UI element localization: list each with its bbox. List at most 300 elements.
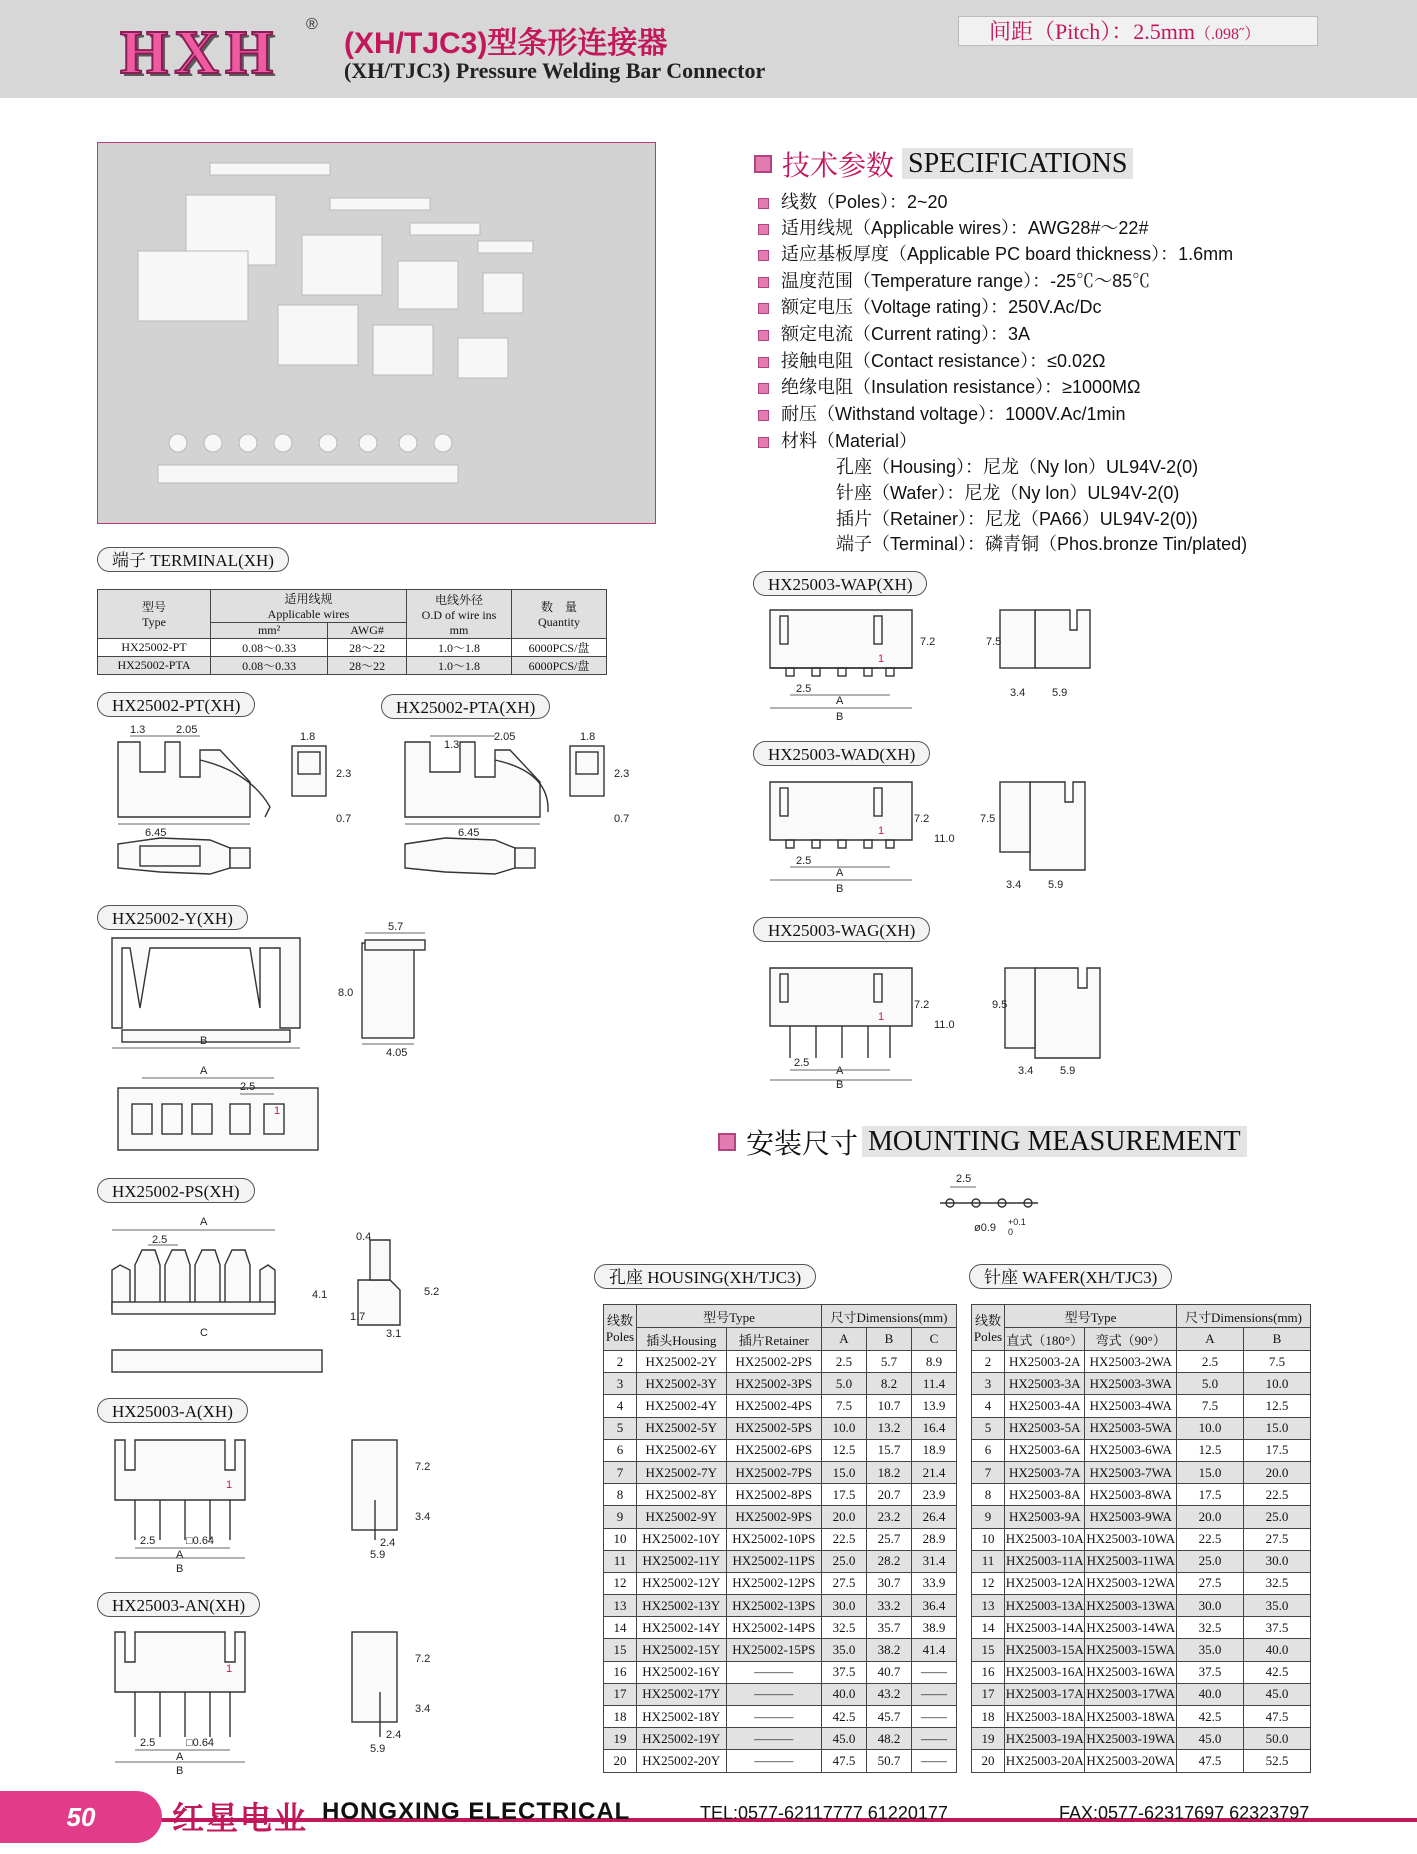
dim-label: C bbox=[200, 1327, 208, 1339]
table-cell: HX25002-20Y bbox=[637, 1750, 727, 1772]
table-cell: 50.7 bbox=[867, 1750, 912, 1772]
table-row bbox=[972, 1528, 1311, 1550]
page-title-en: (XH/TJC3) Pressure Welding Bar Connector bbox=[344, 58, 766, 83]
table-cell: HX25002-8Y bbox=[637, 1484, 727, 1506]
table-cell: 2 bbox=[972, 1351, 1005, 1373]
table-cell: 25.0 bbox=[1244, 1506, 1311, 1528]
table-cell: 15 bbox=[972, 1639, 1005, 1661]
table-cell: HX25003-7WA bbox=[1085, 1461, 1177, 1483]
table-cell: 18.2 bbox=[867, 1461, 912, 1483]
table-header: 型号Type bbox=[1005, 1305, 1177, 1328]
dim-label: 11.0 bbox=[934, 1019, 955, 1031]
ps-drawing bbox=[100, 1210, 470, 1380]
connectors-illustration bbox=[98, 143, 655, 523]
dim-label: B bbox=[176, 1563, 184, 1575]
dim-label: A bbox=[836, 867, 844, 879]
material-item: 插片（Retainer）：尼龙（PA66）UL94V-2(0)) bbox=[836, 509, 1198, 529]
table-cell: 10.0 bbox=[1177, 1417, 1244, 1439]
table-cell: 5.0 bbox=[1177, 1373, 1244, 1395]
table-cell: 15 bbox=[604, 1639, 637, 1661]
spec-item: 额定电压（Voltage rating）：250V.Ac/Dc bbox=[758, 293, 1101, 319]
table-cell: HX25002-3PS bbox=[726, 1373, 821, 1395]
dim-label: 2.5 bbox=[140, 1737, 156, 1749]
dim-label: 0.7 bbox=[336, 813, 352, 825]
table-row bbox=[972, 1639, 1311, 1661]
table-cell: HX25002-10PS bbox=[726, 1528, 821, 1550]
wad-label: HX25003-WAD(XH) bbox=[753, 741, 930, 766]
table-row bbox=[972, 1706, 1311, 1728]
table-header: 弯式（90°） bbox=[1085, 1328, 1177, 1351]
dim-label: ø0.9 bbox=[974, 1222, 997, 1234]
table-row bbox=[972, 1506, 1311, 1528]
dim-label: 4.05 bbox=[386, 1047, 408, 1059]
table-cell: 18.9 bbox=[912, 1439, 957, 1461]
registered-mark: ® bbox=[306, 16, 318, 33]
table-cell: HX25003-17WA bbox=[1085, 1683, 1177, 1705]
dim-label: A bbox=[176, 1751, 184, 1763]
table-cell: 37.5 bbox=[1177, 1661, 1244, 1683]
table-row bbox=[604, 1506, 957, 1528]
table-cell: 5 bbox=[604, 1417, 637, 1439]
table-cell: HX25003-16A bbox=[1005, 1661, 1085, 1683]
table-header: 尺寸Dimensions(mm) bbox=[1177, 1305, 1311, 1328]
footer-tel: TEL:0577-62117777 61220177 bbox=[700, 1803, 948, 1823]
dim-label: 5.9 bbox=[1060, 1065, 1076, 1077]
table-row bbox=[604, 1395, 957, 1417]
table-cell: 10 bbox=[972, 1528, 1005, 1550]
footer-brand-cn: 红星电业 bbox=[172, 1800, 309, 1836]
table-row bbox=[972, 1484, 1311, 1506]
dim-label: 7.2 bbox=[415, 1461, 430, 1473]
table-cell: 40.0 bbox=[822, 1683, 867, 1705]
table-cell: 20.0 bbox=[1177, 1506, 1244, 1528]
dim-label: 5.9 bbox=[370, 1549, 386, 1561]
table-row bbox=[972, 1683, 1311, 1705]
bullet-icon bbox=[758, 330, 769, 341]
table-row bbox=[604, 1351, 957, 1373]
table-cell: 31.4 bbox=[912, 1550, 957, 1572]
table-cell: HX25003-10WA bbox=[1085, 1528, 1177, 1550]
pt-label: HX25002-PT(XH) bbox=[97, 692, 255, 717]
table-cell: 17.5 bbox=[1244, 1439, 1311, 1461]
dim-label: 2.5 bbox=[240, 1081, 256, 1093]
table-row bbox=[972, 1661, 1311, 1683]
table-row bbox=[604, 1550, 957, 1572]
table-cell: HX25003-4WA bbox=[1085, 1395, 1177, 1417]
dim-label: 1.7 bbox=[350, 1311, 366, 1323]
table-cell: —— bbox=[912, 1728, 957, 1750]
table-header: C bbox=[912, 1328, 957, 1351]
table-cell: HX25002-2Y bbox=[637, 1351, 727, 1373]
table-cell: 13.2 bbox=[867, 1417, 912, 1439]
pin-one-label: 1 bbox=[226, 1479, 233, 1491]
table-cell: 38.2 bbox=[867, 1639, 912, 1661]
table-cell: HX25002-10Y bbox=[637, 1528, 727, 1550]
table-cell: 23.2 bbox=[867, 1506, 912, 1528]
y-label: HX25002-Y(XH) bbox=[97, 905, 248, 930]
table-cell: HX25003-20A bbox=[1005, 1750, 1085, 1772]
table-cell: 7.5 bbox=[1177, 1395, 1244, 1417]
table-cell: 41.4 bbox=[912, 1639, 957, 1661]
table-cell: HX25003-15WA bbox=[1085, 1639, 1177, 1661]
table-cell: 10.7 bbox=[867, 1395, 912, 1417]
table-cell: 6 bbox=[972, 1439, 1005, 1461]
mounting-drawing bbox=[930, 1165, 1070, 1245]
table-cell: HX25003-7A bbox=[1005, 1461, 1085, 1483]
table-cell: HX25002-12Y bbox=[637, 1572, 727, 1594]
table-row bbox=[972, 1617, 1311, 1639]
table-cell: HX25003-16WA bbox=[1085, 1661, 1177, 1683]
table-row bbox=[972, 1550, 1311, 1572]
table-cell: HX25003-14WA bbox=[1085, 1617, 1177, 1639]
table-cell: HX25003-2A bbox=[1005, 1351, 1085, 1373]
dim-label: 2.05 bbox=[494, 731, 516, 743]
dim-label: 7.2 bbox=[920, 636, 936, 648]
pitch-badge bbox=[958, 16, 1318, 46]
table-row bbox=[604, 1528, 957, 1550]
table-cell: HX25002-8PS bbox=[726, 1484, 821, 1506]
table-cell: 50.0 bbox=[1244, 1728, 1311, 1750]
material-item: 针座（Wafer）：尼龙（Ny lon）UL94V-2(0) bbox=[836, 483, 1180, 503]
table-cell: 45.0 bbox=[822, 1728, 867, 1750]
table-cell: HX25003-15A bbox=[1005, 1639, 1085, 1661]
table-cell: HX25003-3A bbox=[1005, 1373, 1085, 1395]
dim-label: 1.3 bbox=[444, 739, 460, 751]
table-row bbox=[604, 1750, 957, 1772]
table-cell: HX25003-8A bbox=[1005, 1484, 1085, 1506]
spec-item: 线数（Poles）：2~20 bbox=[758, 188, 948, 214]
table-cell: HX25003-14A bbox=[1005, 1617, 1085, 1639]
table-cell: HX25002-9Y bbox=[637, 1506, 727, 1528]
table-cell: 22.5 bbox=[1177, 1528, 1244, 1550]
table-header: 型号Type bbox=[637, 1305, 822, 1328]
table-row: HX25002-PTA 0.08～0.33 28～22 1.0～1.8 6000PCS/盘 bbox=[98, 657, 607, 675]
mounting-title-cn: 安装尺寸 bbox=[746, 1128, 859, 1159]
bullet-square-icon bbox=[718, 1133, 736, 1151]
table-cell: HX25003-17A bbox=[1005, 1683, 1085, 1705]
table-cell: 30.0 bbox=[822, 1595, 867, 1617]
product-photo bbox=[97, 142, 656, 524]
table-row bbox=[604, 1595, 957, 1617]
table-cell: 16.4 bbox=[912, 1417, 957, 1439]
table-cell: HX25003-12WA bbox=[1085, 1572, 1177, 1594]
dim-label: 9.5 bbox=[992, 999, 1008, 1011]
dim-label: A bbox=[200, 1065, 208, 1077]
table-cell: —— bbox=[912, 1683, 957, 1705]
table-cell: 30.7 bbox=[867, 1572, 912, 1594]
table-cell: 5.0 bbox=[822, 1373, 867, 1395]
bullet-icon bbox=[758, 250, 769, 261]
footer-fax: FAX:0577-62317697 62323797 bbox=[1059, 1803, 1310, 1823]
table-cell: HX25003-9A bbox=[1005, 1506, 1085, 1528]
table-cell: HX25002-4PS bbox=[726, 1395, 821, 1417]
table-cell: 16 bbox=[604, 1661, 637, 1683]
table-cell: HX25003-8WA bbox=[1085, 1484, 1177, 1506]
dim-label: 7.2 bbox=[914, 813, 930, 825]
table-cell: ——— bbox=[726, 1661, 821, 1683]
table-cell: HX25003-6WA bbox=[1085, 1439, 1177, 1461]
table-cell: —— bbox=[912, 1750, 957, 1772]
table-row bbox=[604, 1617, 957, 1639]
table-cell: 15.7 bbox=[867, 1439, 912, 1461]
bullet-icon bbox=[758, 303, 769, 314]
dim-label: 2.3 bbox=[614, 768, 630, 780]
table-cell: HX25003-18WA bbox=[1085, 1706, 1177, 1728]
table-cell: 19 bbox=[972, 1728, 1005, 1750]
dim-label: 6.45 bbox=[145, 827, 167, 839]
pitch-value: 2.5mm bbox=[1133, 19, 1195, 44]
table-cell: 23.9 bbox=[912, 1484, 957, 1506]
table-cell: 21.4 bbox=[912, 1461, 957, 1483]
table-cell: 22.5 bbox=[1244, 1484, 1311, 1506]
table-cell: 40.0 bbox=[1177, 1683, 1244, 1705]
table-cell: 13 bbox=[604, 1595, 637, 1617]
brand-logo: HXH bbox=[120, 19, 280, 87]
dim-label: 0.4 bbox=[356, 1231, 372, 1243]
dim-label: 6.45 bbox=[458, 827, 480, 839]
table-cell: HX25003-20WA bbox=[1085, 1750, 1177, 1772]
table-header: B bbox=[867, 1328, 912, 1351]
table-cell: 8 bbox=[972, 1484, 1005, 1506]
table-cell: 18 bbox=[972, 1706, 1005, 1728]
spec-item: 接触电阻（Contact resistance）：≤0.02Ω bbox=[758, 347, 1105, 373]
table-cell: HX25003-3WA bbox=[1085, 1373, 1177, 1395]
table-cell: 13 bbox=[972, 1595, 1005, 1617]
table-row bbox=[604, 1572, 957, 1594]
table-cell: HX25002-6PS bbox=[726, 1439, 821, 1461]
a-drawing bbox=[100, 1430, 430, 1580]
table-cell: 10 bbox=[604, 1528, 637, 1550]
pin-one-label: 1 bbox=[878, 653, 885, 665]
wap-label: HX25003-WAP(XH) bbox=[753, 571, 927, 596]
table-row bbox=[972, 1728, 1311, 1750]
table-cell: 13.9 bbox=[912, 1395, 957, 1417]
dim-label: 4.1 bbox=[312, 1289, 328, 1301]
bullet-icon bbox=[758, 357, 769, 368]
dim-label: B bbox=[176, 1765, 184, 1777]
dim-label: 7.2 bbox=[415, 1653, 430, 1665]
table-cell: HX25002-6Y bbox=[637, 1439, 727, 1461]
an-label: HX25003-AN(XH) bbox=[97, 1592, 260, 1617]
table-cell: 45.0 bbox=[1177, 1728, 1244, 1750]
table-cell: HX25002-9PS bbox=[726, 1506, 821, 1528]
bullet-icon bbox=[758, 437, 769, 448]
table-cell: HX25003-12A bbox=[1005, 1572, 1085, 1594]
table-cell: 42.5 bbox=[1177, 1706, 1244, 1728]
table-row bbox=[604, 1661, 957, 1683]
table-cell: 18 bbox=[604, 1706, 637, 1728]
mounting-title-en: MOUNTING MEASUREMENT bbox=[862, 1126, 1247, 1157]
dim-label: 2.5 bbox=[796, 683, 812, 695]
table-cell: 6 bbox=[604, 1439, 637, 1461]
table-cell: 9 bbox=[604, 1506, 637, 1528]
dim-label: B bbox=[200, 1035, 208, 1047]
table-cell: 7 bbox=[604, 1461, 637, 1483]
table-cell: HX25002-17Y bbox=[637, 1683, 727, 1705]
table-cell: 20 bbox=[604, 1750, 637, 1772]
pin-one-label: 1 bbox=[878, 825, 885, 837]
table-cell: 10.0 bbox=[822, 1417, 867, 1439]
dim-label: 2.4 bbox=[386, 1729, 402, 1741]
footer-brand-en: HONGXING ELECTRICAL bbox=[322, 1798, 631, 1825]
table-cell: 42.5 bbox=[1244, 1661, 1311, 1683]
bullet-icon bbox=[758, 198, 769, 209]
table-cell: HX25003-4A bbox=[1005, 1395, 1085, 1417]
table-cell: 19 bbox=[604, 1728, 637, 1750]
table-header: AWG# bbox=[328, 623, 407, 639]
table-cell: 37.5 bbox=[1244, 1617, 1311, 1639]
pin-one-label: 1 bbox=[878, 1011, 885, 1023]
table-cell: 27.5 bbox=[1244, 1528, 1311, 1550]
spec-item: 适应基板厚度（Applicable PC board thickness）：1.6mm bbox=[758, 240, 1233, 266]
dim-label: 2.5 bbox=[796, 855, 812, 867]
bullet-icon bbox=[758, 224, 769, 235]
pta-label: HX25002-PTA(XH) bbox=[381, 694, 550, 719]
dim-label: A bbox=[200, 1216, 208, 1228]
table-cell: 35.0 bbox=[1177, 1639, 1244, 1661]
wafer-label: 针座 WAFER(XH/TJC3) bbox=[969, 1264, 1172, 1289]
spec-item: 额定电流（Current rating）：3A bbox=[758, 320, 1030, 346]
table-row bbox=[604, 1706, 957, 1728]
table-cell: 37.5 bbox=[822, 1661, 867, 1683]
table-cell: 11 bbox=[972, 1550, 1005, 1572]
table-cell: 26.4 bbox=[912, 1506, 957, 1528]
table-cell: 8.9 bbox=[912, 1351, 957, 1373]
table-row bbox=[972, 1439, 1311, 1461]
dim-label: 3.4 bbox=[1010, 687, 1026, 699]
table-cell: HX25003-10A bbox=[1005, 1528, 1085, 1550]
dim-label: +0.1 bbox=[1008, 1217, 1026, 1227]
table-cell: HX25002-14Y bbox=[637, 1617, 727, 1639]
dim-label: 11.0 bbox=[934, 833, 955, 845]
dim-label: 2.5 bbox=[794, 1057, 810, 1069]
table-cell: HX25003-11WA bbox=[1085, 1550, 1177, 1572]
dim-label: B bbox=[836, 1079, 844, 1091]
dim-label: 2.3 bbox=[336, 768, 352, 780]
table-cell: 15.0 bbox=[1244, 1417, 1311, 1439]
wap-drawing bbox=[760, 600, 1120, 730]
table-cell: 15.0 bbox=[822, 1461, 867, 1483]
table-cell: 28.2 bbox=[867, 1550, 912, 1572]
table-row bbox=[972, 1750, 1311, 1772]
table-header: 线数 Poles bbox=[972, 1305, 1005, 1351]
table-cell: 35.0 bbox=[822, 1639, 867, 1661]
table-cell: 33.2 bbox=[867, 1595, 912, 1617]
spec-item: 温度范围（Temperature range）：-25℃～85℃ bbox=[758, 267, 1150, 293]
dim-label: 2.5 bbox=[956, 1173, 972, 1185]
bullet-icon bbox=[758, 383, 769, 394]
table-cell: ——— bbox=[726, 1683, 821, 1705]
table-header: mm² bbox=[211, 623, 328, 639]
table-row bbox=[604, 1728, 957, 1750]
table-cell: 4 bbox=[972, 1395, 1005, 1417]
pin-one-label: 1 bbox=[226, 1663, 233, 1675]
table-cell: HX25002-7PS bbox=[726, 1461, 821, 1483]
housing-table bbox=[603, 1304, 957, 1773]
table-cell: ——— bbox=[726, 1750, 821, 1772]
spec-item: 材料（Material） bbox=[758, 427, 917, 453]
an-drawing bbox=[100, 1622, 430, 1782]
table-cell: 14 bbox=[972, 1617, 1005, 1639]
table-cell: 12.5 bbox=[822, 1439, 867, 1461]
table-cell: 3 bbox=[604, 1373, 637, 1395]
dim-label: 5.7 bbox=[388, 921, 404, 933]
table-cell: 8.2 bbox=[867, 1373, 912, 1395]
table-cell: HX25002-5PS bbox=[726, 1417, 821, 1439]
table-cell: 32.5 bbox=[1177, 1617, 1244, 1639]
table-cell: 25.7 bbox=[867, 1528, 912, 1550]
table-cell: HX25002-13Y bbox=[637, 1595, 727, 1617]
table-cell: 20.7 bbox=[867, 1484, 912, 1506]
table-cell: HX25002-16Y bbox=[637, 1661, 727, 1683]
table-cell: 52.5 bbox=[1244, 1750, 1311, 1772]
table-cell: 7.5 bbox=[822, 1395, 867, 1417]
table-cell: HX25003-9WA bbox=[1085, 1506, 1177, 1528]
table-cell: 20.0 bbox=[822, 1506, 867, 1528]
dim-label: A bbox=[836, 695, 844, 707]
mounting-heading bbox=[718, 1122, 1247, 1162]
table-cell: HX25002-11Y bbox=[637, 1550, 727, 1572]
a-label: HX25003-A(XH) bbox=[97, 1398, 248, 1423]
bullet-icon bbox=[758, 277, 769, 288]
dim-label: B bbox=[836, 711, 844, 723]
table-cell: 40.0 bbox=[1244, 1639, 1311, 1661]
table-cell: 14 bbox=[604, 1617, 637, 1639]
table-row bbox=[604, 1639, 957, 1661]
table-cell: HX25002-4Y bbox=[637, 1395, 727, 1417]
ps-label: HX25002-PS(XH) bbox=[97, 1178, 255, 1203]
table-cell: —— bbox=[912, 1706, 957, 1728]
dim-label: 2.5 bbox=[140, 1535, 156, 1547]
table-row bbox=[604, 1461, 957, 1483]
table-cell: 45.0 bbox=[1244, 1683, 1311, 1705]
table-cell: 40.7 bbox=[867, 1661, 912, 1683]
table-cell: HX25002-2PS bbox=[726, 1351, 821, 1373]
table-cell: HX25003-19A bbox=[1005, 1728, 1085, 1750]
dim-label: B bbox=[836, 883, 844, 895]
wafer-table bbox=[971, 1304, 1311, 1773]
table-header: 插片Retainer bbox=[726, 1328, 821, 1351]
table-cell: 12.5 bbox=[1177, 1439, 1244, 1461]
table-cell: 42.5 bbox=[822, 1706, 867, 1728]
dim-label: 1.3 bbox=[130, 724, 146, 736]
table-cell: 32.5 bbox=[1244, 1572, 1311, 1594]
terminal-table bbox=[97, 589, 607, 675]
table-cell: 7 bbox=[972, 1461, 1005, 1483]
table-cell: 17.5 bbox=[1177, 1484, 1244, 1506]
table-cell: HX25002-19Y bbox=[637, 1728, 727, 1750]
table-cell: 25.0 bbox=[1177, 1550, 1244, 1572]
dim-label: 2.05 bbox=[176, 724, 198, 736]
table-cell: 12.5 bbox=[1244, 1395, 1311, 1417]
table-cell: 25.0 bbox=[822, 1550, 867, 1572]
table-cell: 11.4 bbox=[912, 1373, 957, 1395]
dim-label: A bbox=[836, 1065, 844, 1077]
table-cell: 10.0 bbox=[1244, 1373, 1311, 1395]
table-cell: HX25002-7Y bbox=[637, 1461, 727, 1483]
table-cell: 38.9 bbox=[912, 1617, 957, 1639]
table-row bbox=[972, 1351, 1311, 1373]
table-cell: HX25002-11PS bbox=[726, 1550, 821, 1572]
y-drawing bbox=[100, 918, 470, 1158]
table-cell: HX25003-5A bbox=[1005, 1417, 1085, 1439]
table-cell: 35.7 bbox=[867, 1617, 912, 1639]
table-header: 电线外径 O.D of wire ins mm bbox=[407, 590, 512, 639]
table-header: B bbox=[1244, 1328, 1311, 1351]
dim-label: 3.4 bbox=[1006, 879, 1022, 891]
table-cell: 35.0 bbox=[1244, 1595, 1311, 1617]
table-cell: HX25003-11A bbox=[1005, 1550, 1085, 1572]
